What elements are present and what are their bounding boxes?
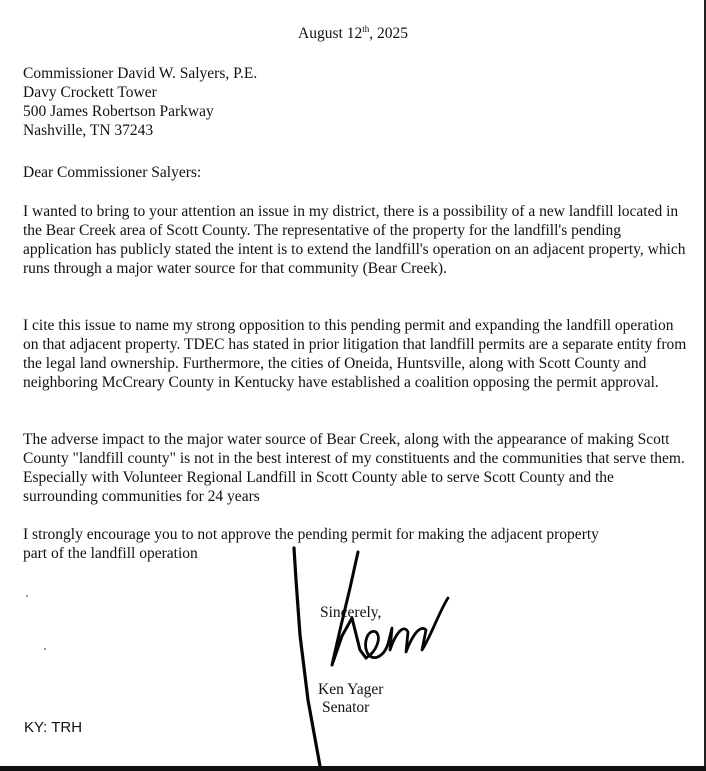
signature-stroke-k [332, 552, 366, 665]
scan-speck [26, 595, 28, 597]
letter-date [0, 24, 706, 43]
signature-stroke-n [388, 598, 448, 652]
date-month-day: August 12 [298, 25, 363, 42]
recipient-address [23, 64, 691, 140]
date-ordinal-suffix: th [362, 24, 370, 34]
signer-title: Senator [322, 699, 370, 716]
signer-name: Ken Yager [318, 681, 384, 698]
recipient-street: 500 James Robertson Parkway [23, 103, 214, 120]
scan-edge-bottom [0, 766, 706, 771]
handwritten-signature [280, 540, 470, 770]
paragraph-2: I cite this issue to name my strong opposition to this pending permit and expanding the landfill operation on that adjacent property. TDEC has stated in prior litigation that landfill permits are a separate entity from the legal land ownership. Furthermore, the cities of Oneida, Huntsville, along with Scott County and neighboring McCreary County in Kentucky have established a coalition opposing the permit approval. [23, 317, 687, 391]
paragraph-1: I wanted to bring to your attention an issue in my district, there is a possibility of a new landfill located in the Bear Creek area of Scott County. The representative of the property for the landfill's pending application has publicly stated the intent is to extend the landfill's operation on an adjacent property, which runs through a major water source for that community (Bear Creek). [23, 203, 686, 277]
typist-initials: KY: TRH [24, 719, 83, 736]
closing: Sincerely, [320, 604, 382, 621]
recipient-name: Commissioner David W. Salyers, P.E. [23, 65, 258, 82]
paragraph-4: I strongly encourage you to not approve the pending permit for making the adjacent property part of the landfill operation [23, 526, 599, 562]
signature-stroke-main [294, 548, 320, 766]
scan-speck [44, 648, 46, 650]
signature-stroke-e [366, 631, 388, 658]
date-year: , 2025 [369, 25, 408, 42]
recipient-city: Nashville, TN 37243 [23, 122, 154, 139]
paragraph-3: The adverse impact to the major water source of Bear Creek, along with the appearance of making Scott County "landfill county" is not in the best interest of my constituents and the communities that serve them. Especially with Volunteer Regional Landfill in Scott County able to serve Scott County and the surrounding communities for 24 years [23, 431, 685, 505]
salutation: Dear Commissioner Salyers: [23, 164, 202, 181]
recipient-building: Davy Crockett Tower [23, 84, 157, 101]
